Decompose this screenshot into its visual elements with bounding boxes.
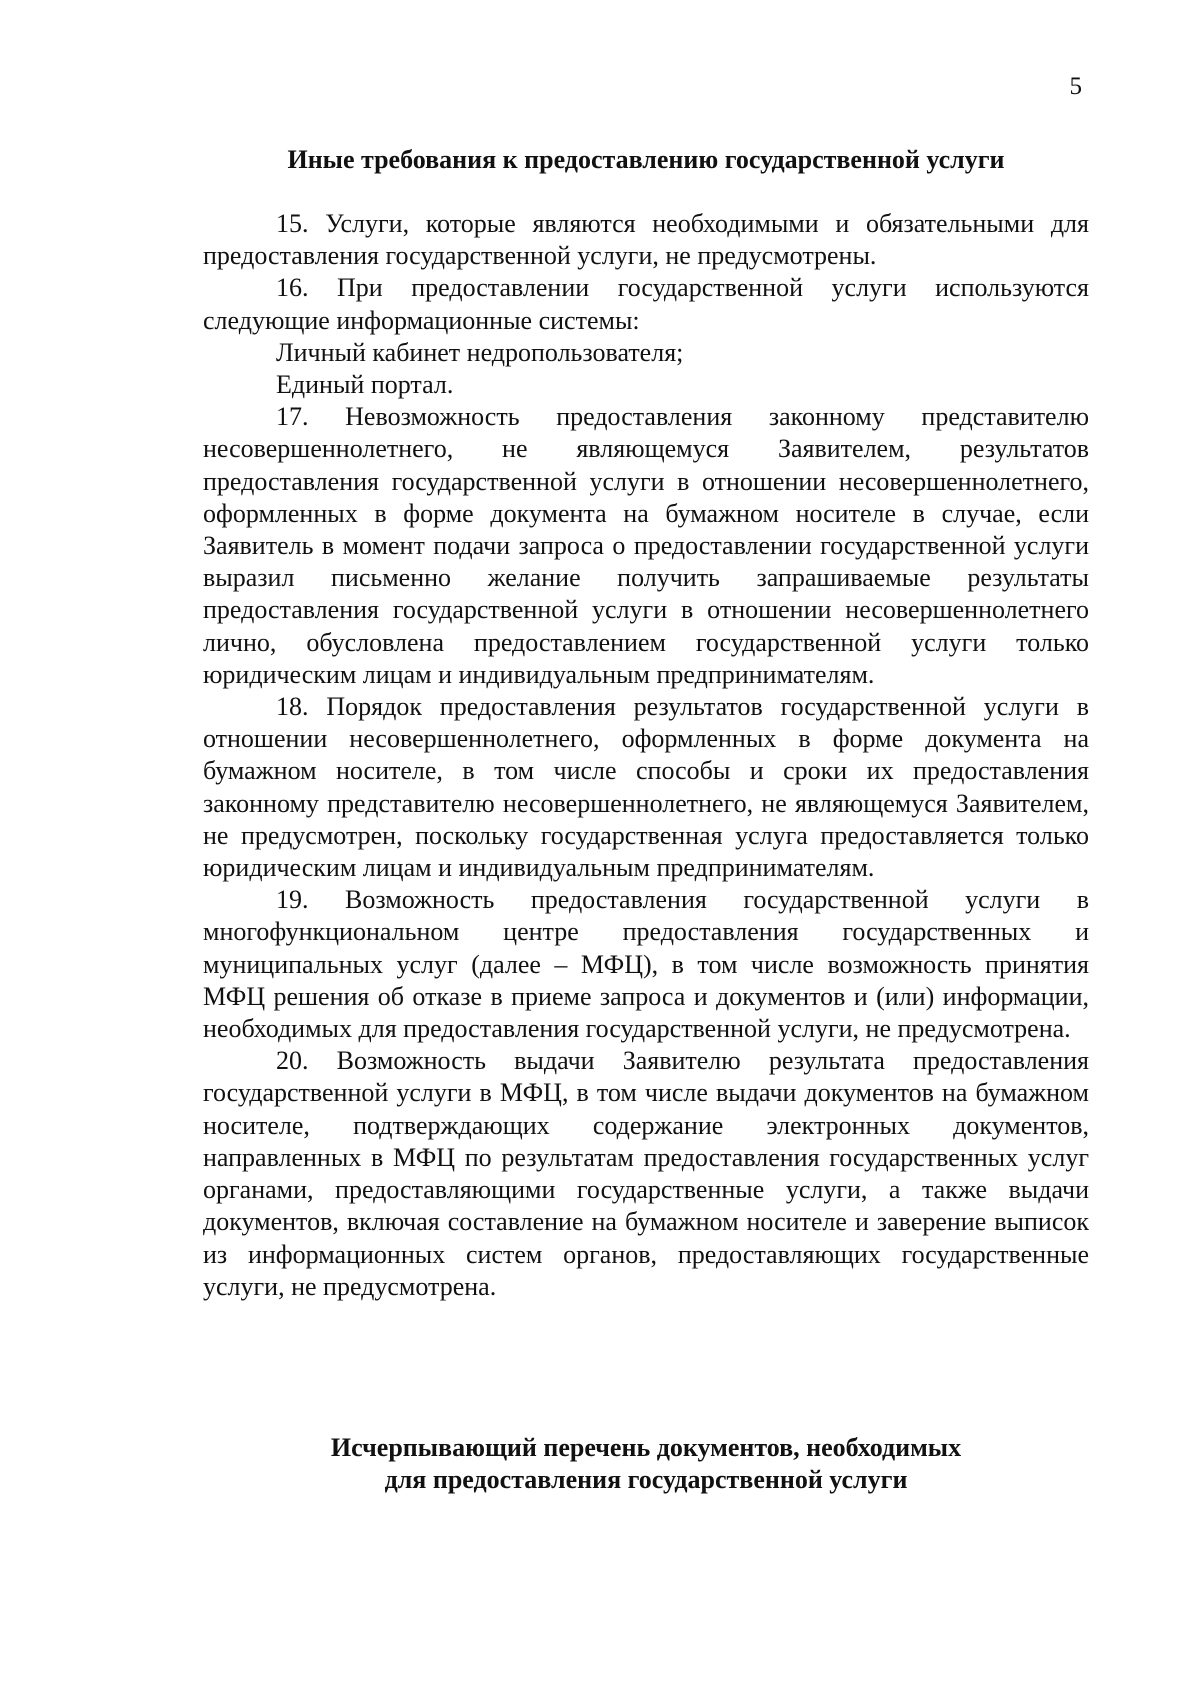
paragraph-18: 18. Порядок предоставления результатов государственной услуги в отношении несовершеннолетнего, оформленных в форме документа на бумажном носителе, в том числе способы и сроки их предоставления законному представителю несовершеннолетнего, не являющемуся Заявителем, не предусмотрен, поскольку государственная услуга предоставляется только юридическим лицам и индивидуальным предпринимателям.: [203, 692, 1089, 883]
section-heading-other-requirements: Иные требования к предоставлению государственной услуги: [287, 145, 1005, 174]
page-number: 5: [1069, 73, 1082, 100]
paragraph-20: 20. Возможность выдачи Заявителю результата предоставления государственной услуги в МФЦ, в том числе выдачи документов на бумажном носителе, подтверждающих содержание электронных документов, направленных в МФЦ по результатам предоставления государственных услуг органами, предоставляющими государственные услуги, а также выдачи документов, включая составление на бумажном носителе и заверение выписок из информационных систем органов, предоставляющих государственные услуги, не предусмотрена.: [203, 1046, 1089, 1301]
paragraph-19: 19. Возможность предоставления государственной услуги в многофункциональном центре предоставления государственных и муниципальных услуг (далее – МФЦ), в том числе возможность принятия МФЦ решения об отказе в приеме запроса и документов и (или) информации, необходимых для предоставления государственной услуги, не предусмотрена.: [203, 885, 1089, 1044]
paragraph-15: 15. Услуги, которые являются необходимыми и обязательными для предоставления государственной услуги, не предусмотрены.: [203, 209, 1089, 271]
list-item-personal-cabinet: Личный кабинет недропользователя;: [276, 337, 684, 367]
paragraph-16: 16. При предоставлении государственной услуги используются следующие информационные системы:: [203, 273, 1089, 335]
section-heading-line-2: для предоставления государственной услуги: [384, 1465, 908, 1494]
section-heading-line-1: Исчерпывающий перечень документов, необходимых: [330, 1433, 962, 1462]
section-heading-documents-list: [203, 1432, 1089, 1496]
list-item-unified-portal: Единый портал.: [276, 370, 454, 400]
body-text: [203, 208, 1089, 1303]
paragraph-17: 17. Невозможность предоставления законному представителю несовершеннолетнего, не являющемуся Заявителем, результатов предоставления государственной услуги в отношении несовершеннолетнего, оформленных в форме документа на бумажном носителе в случае, если Заявитель в момент подачи запроса о предоставлении государственной услуги выразил письменно желание получить запрашиваемые результаты предоставления государственной услуги в отношении несовершеннолетнего лично, обусловлена предоставлением государственной услуги только юридическим лицам и индивидуальным предпринимателям.: [203, 402, 1089, 689]
